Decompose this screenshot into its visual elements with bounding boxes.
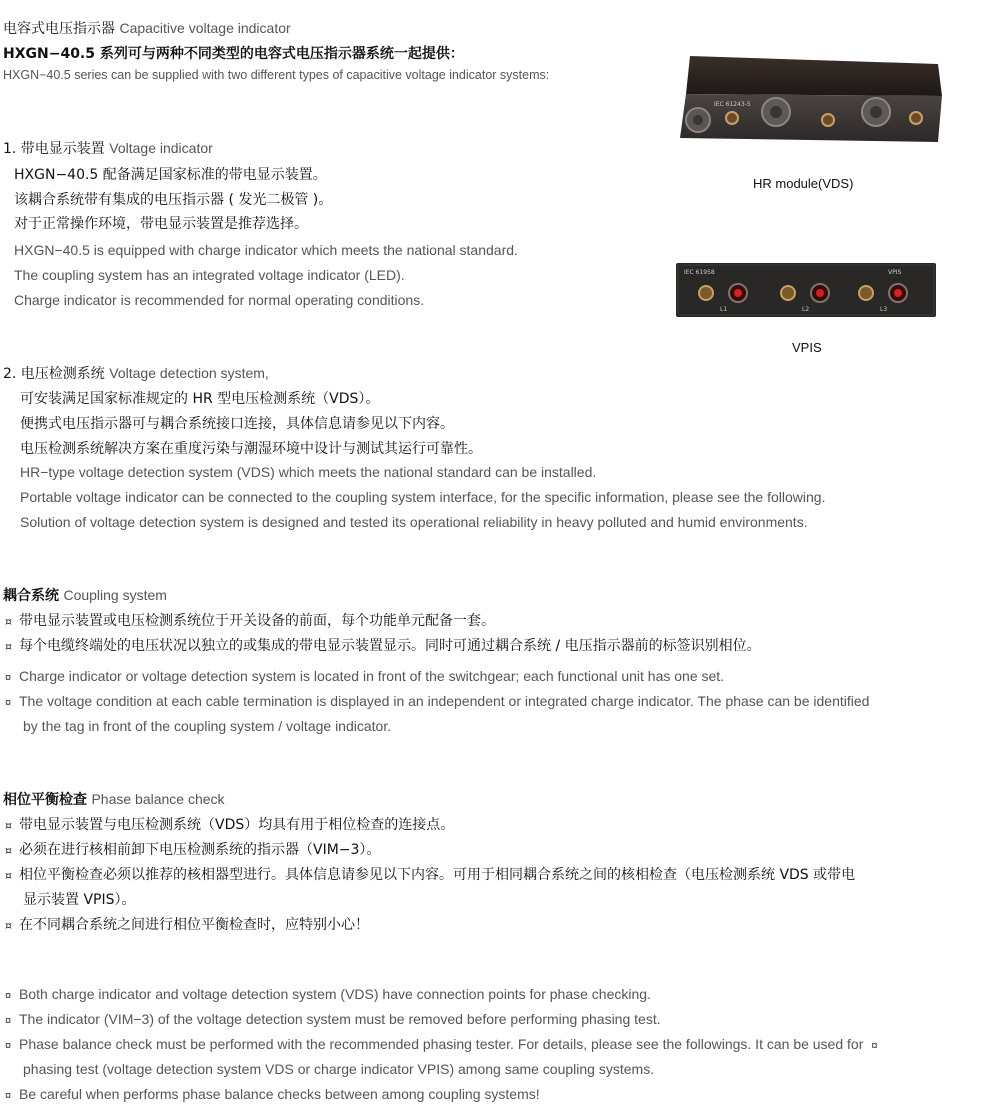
bullet-icon: ¤	[5, 819, 12, 832]
phase-bullet-cn	[5, 864, 855, 884]
section1-title-en: Voltage indicator	[109, 140, 213, 156]
bullet-icon: ¤	[5, 844, 12, 857]
section2-title-cn: 2. 电压检测系统	[3, 366, 105, 382]
phase-bullet-cn	[5, 814, 454, 834]
section1-line-cn: 该耦合系统带有集成的电压指示器 ( 发光二极管 )。	[14, 192, 333, 208]
bullet-text: 相位平衡检查必须以推荐的核相器型进行。具体信息请参见以下内容。可用于相同耦合系统之间的核相检查（电压检测系统 VDS 或带电	[19, 867, 856, 883]
bullet-text: 在不同耦合系统之间进行相位平衡检查时，应特别小心！	[19, 917, 369, 933]
coupling-bullet-cn	[5, 635, 761, 655]
section1-line-cn: HXGN−40.5 配备满足国家标准的带电显示装置。	[14, 167, 327, 183]
phase-bullet-en	[5, 1036, 885, 1052]
document-title	[3, 18, 291, 38]
bullet-icon: ¤	[5, 640, 12, 653]
coupling-bullet-cn	[5, 610, 495, 630]
coupling-bullet-en-cont: by the tag in front of the coupling system / voltage indicator.	[23, 718, 392, 734]
coupling-bullet-en	[5, 693, 869, 709]
hr-module-caption: HR module(VDS)	[753, 176, 854, 191]
title-cn: 电容式电压指示器	[3, 21, 115, 37]
section2-line-cn: 电压检测系统解决方案在重度污染与潮湿环境中设计与测试其运行可靠性。	[20, 441, 482, 457]
section1-line-en: HXGN−40.5 is equipped with charge indicator which meets the national standard.	[14, 242, 518, 258]
coupling-title	[3, 585, 167, 605]
section2-line-cn: 可安装满足国家标准规定的 HR 型电压检测系统（VDS）。	[20, 391, 380, 407]
bullet-text: Be careful when performs phase balance checks between among coupling systems!	[19, 1086, 540, 1102]
hr-module-label: IEC 61243-5	[714, 101, 751, 108]
bullet-icon: ¤	[5, 1040, 12, 1052]
section2-title	[3, 363, 269, 383]
coupling-title-cn: 耦合系统	[3, 588, 59, 604]
phase-bullet-en	[5, 1086, 540, 1102]
phase-title	[3, 789, 225, 809]
phase-title-cn: 相位平衡检查	[3, 792, 87, 808]
section2-title-en: Voltage detection system,	[109, 365, 269, 381]
bullet-text: Phase balance check must be performed with the recommended phasing tester. For details, please see the followings. It can be used for	[19, 1036, 864, 1052]
phase-title-en: Phase balance check	[91, 791, 225, 807]
bullet-icon: ¤	[5, 1015, 12, 1027]
bullet-text: The voltage condition at each cable termination is displayed in an independent or integrated charge indicator. The phase can be identified	[19, 693, 870, 709]
bullet-text: 带电显示装置或电压检测系统位于开关设备的前面，每个功能单元配备一套。	[19, 613, 495, 629]
bullet-text: Charge indicator or voltage detection system is located in front of the switchgear; each functional unit has one set.	[19, 668, 725, 684]
phase-label: L1	[720, 306, 728, 313]
phase-bullet-cn-cont: 显示装置 VPIS）。	[23, 892, 136, 908]
bullet-text: Both charge indicator and voltage detection system (VDS) have connection points for phase checking.	[19, 986, 651, 1002]
section1-line-en: Charge indicator is recommended for normal operating conditions.	[14, 292, 425, 308]
vpis-tag: VPIS	[888, 269, 902, 276]
section2-line-en: Portable voltage indicator can be connected to the coupling system interface, for the specific information, please see the following.	[20, 489, 826, 505]
vpis-photo	[676, 263, 936, 317]
phase-bullet-en-cont: phasing test (voltage detection system VDS or charge indicator VPIS) among same coupling systems.	[23, 1061, 655, 1077]
bullet-icon: ¤	[5, 869, 12, 882]
hr-socket	[686, 108, 710, 132]
intro-cn: HXGN−40.5 系列可与两种不同类型的电容式电压指示器系统一起提供：	[3, 46, 464, 62]
bullet-icon: ¤	[871, 1040, 878, 1052]
bullet-text: 带电显示装置与电压检测系统（VDS）均具有用于相位检查的连接点。	[19, 817, 455, 833]
vpis-label: IEC 61958	[684, 269, 715, 276]
vpis-caption: VPIS	[792, 340, 822, 355]
hr-module-photo	[676, 54, 944, 154]
bullet-icon: ¤	[5, 990, 12, 1002]
section2-line-cn: 便携式电压指示器可与耦合系统接口连接，具体信息请参见以下内容。	[20, 416, 454, 432]
section2-line-en: HR−type voltage detection system (VDS) which meets the national standard can be installed.	[20, 464, 597, 480]
phase-bullet-en	[5, 1011, 661, 1027]
section1-title-cn: 1. 带电显示装置	[3, 141, 105, 157]
bullet-text: 必须在进行核相前卸下电压检测系统的指示器（VIM−3）。	[19, 842, 381, 858]
phase-label: L3	[880, 306, 888, 313]
coupling-bullet-en	[5, 668, 724, 684]
phase-bullet-cn	[5, 839, 380, 859]
bullet-icon: ¤	[5, 672, 12, 684]
section1-title	[3, 138, 213, 158]
phase-bullet-en	[5, 986, 651, 1002]
phase-label: L2	[802, 306, 810, 313]
bullet-icon: ¤	[5, 697, 12, 709]
bullet-icon: ¤	[5, 1090, 12, 1102]
section1-line-en: The coupling system has an integrated voltage indicator (LED).	[14, 267, 405, 283]
bullet-icon: ¤	[5, 615, 12, 628]
phase-bullet-cn	[5, 914, 369, 934]
bullet-text: 每个电缆终端处的电压状况以独立的或集成的带电显示装置显示。同时可通过耦合系统 / 电压指示器前的标签识别相位。	[19, 638, 761, 654]
section1-line-cn: 对于正常操作环境，带电显示装置是推荐选择。	[14, 216, 308, 232]
bullet-text: The indicator (VIM−3) of the voltage detection system must be removed before performing phasing test.	[19, 1011, 661, 1027]
title-en: Capacitive voltage indicator	[119, 20, 291, 36]
coupling-title-en: Coupling system	[63, 587, 167, 603]
section2-line-en: Solution of voltage detection system is designed and tested its operational reliability in heavy polluted and humid environments.	[20, 514, 808, 530]
bullet-icon: ¤	[5, 919, 12, 932]
intro-en: HXGN−40.5 series can be supplied with two different types of capacitive voltage indicator systems:	[3, 68, 550, 82]
